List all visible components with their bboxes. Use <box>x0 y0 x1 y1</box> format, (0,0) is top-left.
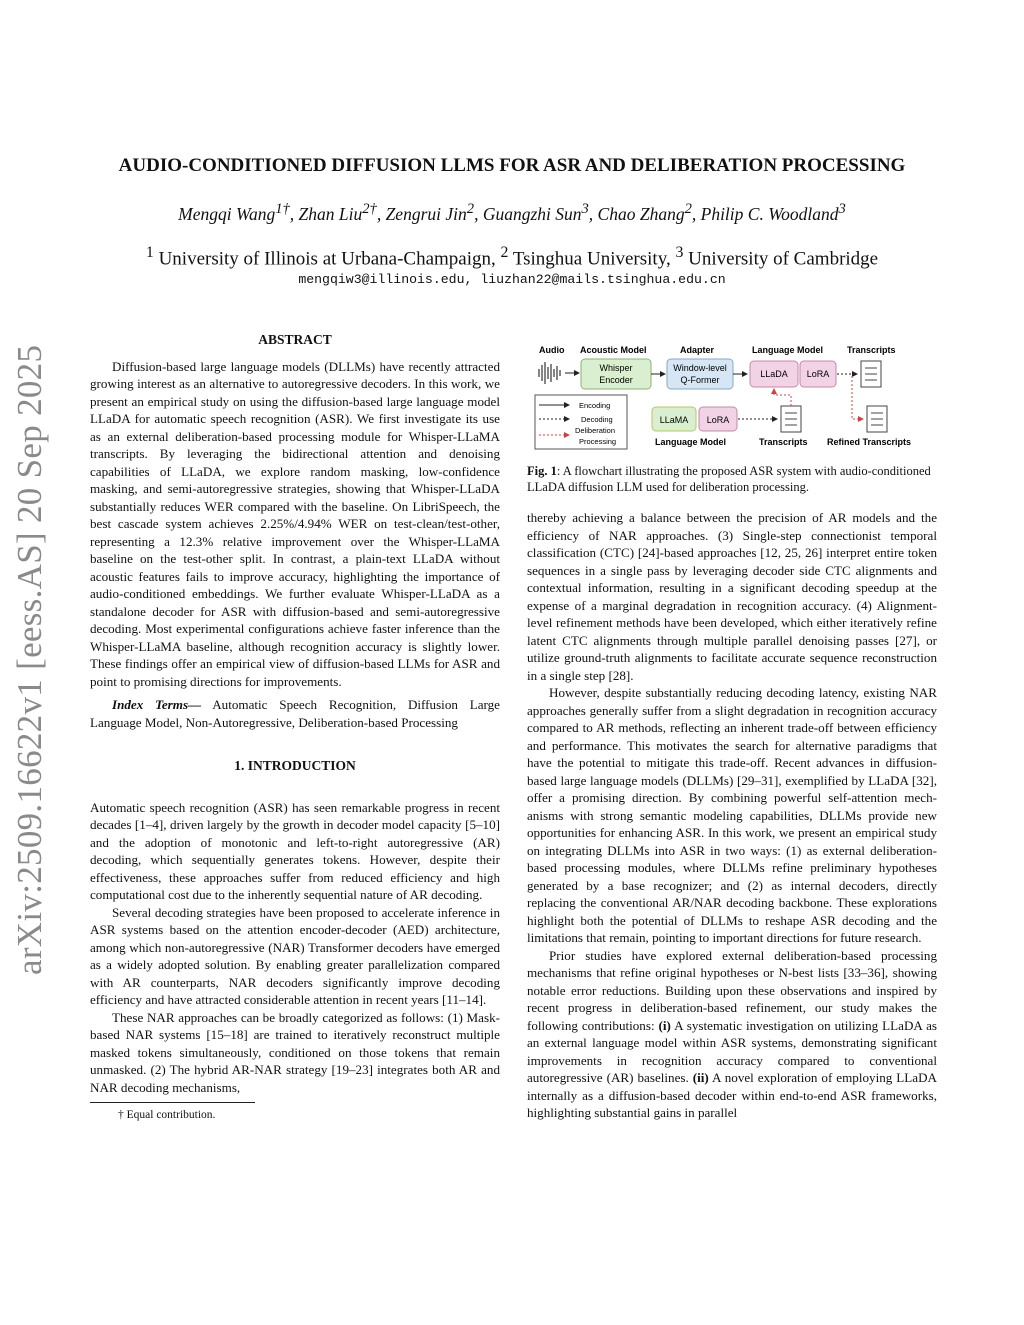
figure-1-flowchart <box>527 331 937 451</box>
author: Mengqi Wang$^{1\dagger}$ <box>178 201 290 224</box>
author: Zengrui Jin$^2$ <box>385 201 475 224</box>
fig-header-acoustic: Acoustic Model <box>580 345 647 355</box>
refined-transcript-doc-icon <box>867 406 887 432</box>
right-paragraph-3: Prior studies have explored external deliberation-based processing mechanisms that refine original hypotheses or N-best lists [33–36], showing notable error reductions. Building upon these observations and inspired by recent progress in deliberation-based refinement, our study makes the following contributions: (i) A systematic investigation on utilizing LLaDA as an external language model within ASR systems, demonstrating significant improvements in recognition accuracy compared to conventional autoregressive (AR) baselines. (ii) A novel exploration of employing LLaDA internally as a diffusion-based decoder within end-to-end ASR frameworks, highlighting substantial gains in parallel <box>527 947 937 1120</box>
fig-header-lm: Language Model <box>752 345 824 355</box>
right-column <box>527 331 937 1122</box>
affiliation: University of Illinois at Urbana-Champaign, <box>158 248 496 270</box>
author: Guangzhi Sun$^3$ <box>482 201 589 224</box>
fig-bottom-lm: Language Model <box>655 437 727 447</box>
affiliation: Tsinghua University, <box>512 248 671 270</box>
author-list: Mengqi Wang$^{1\dagger}$, Zhan Liu$^{2\dagger}$, Zengrui Jin$^2$, Guangzhi Sun$^3$, Chao Zhang$^2$, Philip C. Woodland$^3$ <box>178 201 846 224</box>
abstract-heading: ABSTRACT <box>258 332 332 347</box>
affiliation-list: $^1$ University of Illinois at Urbana-Champaign, $^2$ Tsinghua University, $^3$ University of Cambridge <box>145 244 879 270</box>
left-column <box>90 331 500 1125</box>
svg-text:Processing: Processing <box>579 437 617 446</box>
abstract-text: Diffusion-based large language models (DLLMs) have recently attracted growing interest as an alternative to autoregressive decoders. In this work, we present an empirical study on using the diffusion-based large language model LLaDA for automatic speech recognition (ASR). We first investigate its use as an external deliberation-based processing module for Whisper-LLaMA transcripts. By leveraging the bidirectional attention and denoising capabilities of LLaDA, we explore random masking, low-confidence masking, and semi-autoregressive strategies, showing that Whisper-LLaDA substantially reduces WER compared with the baseline. On LibriSpeech, the best cascade system achieves 2.25%/4.94% WER on test-clean/test-other, representing a 12.3% relative improvement over the Whisper-LLaMA baseline on the test-other split. In contrast, a plain-text LLaDA without acoustic features fails to improve accuracy, highlighting the importance of audio-conditioned embeddings. We further evaluate Whisper-LLaDA as a standalone decoder for ASR with diffusion-based and semi-autoregressive decoding. Most experimental configurations achieve faster inference than the Whisper-LLaMA baseline, although recognition accuracy is slightly lower. These findings offer an empirical view of diffusion-based LLMs for ASR and point to promising directions for improvements. <box>90 358 500 689</box>
svg-text:Decoding: Decoding <box>581 415 613 424</box>
right-paragraph-2: However, despite substantially reducing decoding latency, existing NAR approaches generally suffer from a slight degradation in recognition accuracy compared to AR methods, reflecting an inherent trade-off between efficiency and performance. This motivates the search for alternative paradigms that have the potential to mitigate this trade-off. Recent advances in diffusion-based large language models (DLLMs) [29–31], exemplified by LLaDA [32], offer a promising direction. By combining powerful self-attention mechanisms with strong semantic modeling capabilities, DLLMs provide new opportunities for enhancing ASR. In this work, we present an empirical study on integrating DLLMs into ASR in two ways: (1) as external deliberation-based processing modules, where DLLMs refine preliminary hypotheses generated by a base recognizer; and (2) as internal decoders, directly replacing the conventional AR/NAR decoding backbone. These explorations highlight both the potential of DLLMs to reshape ASR decoding and the limitations that remain, pointing to important directions for future research. <box>527 685 937 945</box>
affiliation: University of Cambridge <box>688 248 879 270</box>
svg-text:Q-Former: Q-Former <box>680 375 720 385</box>
transcript-doc-icon <box>861 361 881 387</box>
svg-text:LoRA: LoRA <box>806 369 830 379</box>
svg-text:LLaDA: LLaDA <box>760 369 788 379</box>
footnote-divider <box>90 1102 255 1103</box>
index-terms: Index Terms— Automatic Speech Recognition, Diffusion Large Language Model, Non-Autoregressive, Deliberation-based Processing <box>90 697 500 730</box>
arxiv-stamp: arXiv:2509.16622v1 [eess.AS] 20 Sep 2025 <box>10 344 49 975</box>
fig-header-adapter: Adapter <box>680 345 715 355</box>
author: Philip C. Woodland$^3$ <box>700 201 846 224</box>
svg-text:Whisper: Whisper <box>599 363 633 373</box>
figure-caption: Fig. 1: A flowchart illustrating the proposed ASR system with audio-conditioned LLaDA diffusion LLM used for deliberation processing. <box>527 464 931 494</box>
intro-heading: 1. INTRODUCTION <box>234 758 356 773</box>
intro-paragraph-2: Several decoding strategies have been proposed to accelerate inference in ASR systems based on the attention encoder-decoder (AED) architecture, among which non-autoregressive (NAR) Transformer decoders have emerged as a widely adopted solution. By enabling greater parallelization compared with AR counterparts, NAR decoders significantly improve decoding efficiency and have attracted considerable attention in recent years [11–14]. <box>90 904 500 1007</box>
svg-text:LLaMA: LLaMA <box>659 415 689 425</box>
fig-header-transcripts: Transcripts <box>847 345 896 355</box>
author: Zhan Liu$^{2\dagger}$ <box>298 201 377 224</box>
fig-bottom-transcripts: Transcripts <box>759 437 808 447</box>
paper-title: AUDIO-CONDITIONED DIFFUSION LLMS FOR ASR AND DELIBERATION PROCESSING <box>118 155 906 176</box>
waveform-icon <box>539 362 560 384</box>
svg-text:Encoder: Encoder <box>599 375 633 385</box>
footnote: † Equal contribution. <box>118 1109 216 1121</box>
transcript-doc-icon <box>781 406 801 432</box>
fig-bottom-refined: Refined Transcripts <box>827 437 912 447</box>
intro-paragraph-3: These NAR approaches can be broadly categorized as follows: (1) Mask-based NAR systems [15–18] are trained to iteratively reconstruct multiple masked tokens simultaneously, conditioned on those tokens that remain unmasked. (2) The hybrid AR-NAR strategy [19–23] integrates both AR and NAR decoding mechanisms, <box>90 1009 500 1095</box>
fig-header-audio: Audio <box>539 345 565 355</box>
svg-text:Encoding: Encoding <box>579 401 611 410</box>
intro-paragraph-1: Automatic speech recognition (ASR) has seen remarkable progress in recent decades [1–4], driven largely by the growth in decoder model capacity [5–10] and the adoption of monotonic and left-to-right autoregressive (AR) decoding, which sequentially generates tokens. However, despite their effectiveness, these approaches suffer from reduced efficiency and high computational cost due to the inherently sequential nature of AR decoding. <box>90 799 500 902</box>
svg-text:Deliberation: Deliberation <box>575 426 616 435</box>
author: Chao Zhang$^2$ <box>597 201 692 224</box>
svg-text:LoRA: LoRA <box>706 415 730 425</box>
svg-text:Window-level: Window-level <box>673 363 727 373</box>
author-emails: mengqiw3@illinois.edu, liuzhan22@mails.tsinghua.edu.cn <box>298 272 726 287</box>
right-paragraph-1: thereby achieving a balance between the precision of AR models and the efficiency of NAR approaches. (3) Single-step connectionist temporal classification (CTC) [24]-based approaches [12, 25, 26] interpret entire token sequences in a single pass by leveraging decoder side CTC alignments and contextual information, resulting in a significant decoding speedup at the expense of a marginal degradation in recognition accuracy. (4) Alignment-level refinement methods have been developed, which either iteratively refine latent CTC alignments through multiple parallel denoising passes [27], or utilize ground-truth alignments to facilitate accurate sequence reconstruction in a single step [28]. <box>527 510 937 683</box>
